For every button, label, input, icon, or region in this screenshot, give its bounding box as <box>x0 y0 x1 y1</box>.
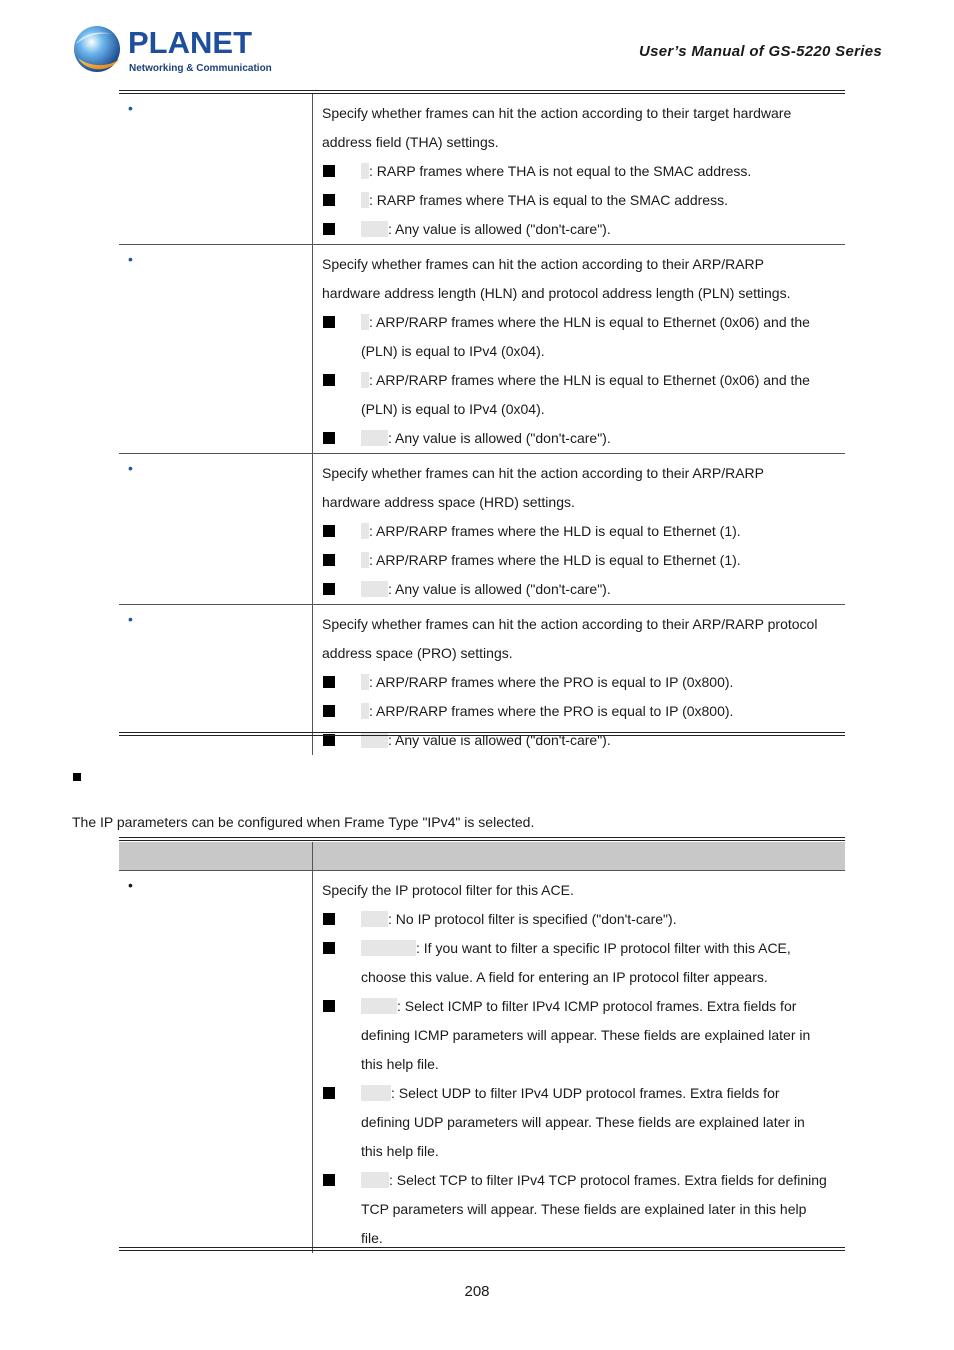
option-item <box>322 1166 837 1253</box>
option-text: : RARP frames where THA is not equal to the SMAC address. <box>369 163 752 179</box>
ip-table-bottom-rule-inner <box>119 1247 845 1248</box>
option-value-chip <box>361 703 369 719</box>
option-line <box>361 934 837 963</box>
bullet-dot: • <box>128 611 133 627</box>
option-line <box>361 1195 837 1224</box>
option-text: (PLN) is equal to IPv4 (0x04). <box>361 401 545 417</box>
option-item <box>322 1079 837 1166</box>
page-number: 208 <box>464 1283 490 1300</box>
table-row <box>119 245 845 454</box>
option-line <box>361 1079 837 1108</box>
option-item <box>322 575 837 604</box>
option-text: : ARP/RARP frames where the PRO is equal to IP (0x800). <box>369 674 734 690</box>
option-line <box>361 668 837 697</box>
bullet-dot: • <box>128 100 133 116</box>
option-line <box>361 1166 837 1195</box>
description-line: hardware address space (HRD) settings. <box>322 494 575 510</box>
option-item <box>322 517 837 546</box>
description-block <box>313 454 845 604</box>
ip-parameter-table <box>119 871 845 1253</box>
ip-table-top-rule <box>119 837 845 838</box>
option-line <box>361 1137 837 1166</box>
option-item <box>322 726 837 755</box>
table-row <box>119 871 845 1253</box>
square-bullet-icon <box>323 374 335 386</box>
square-bullet-icon <box>323 676 335 688</box>
option-item <box>322 905 837 934</box>
option-line <box>361 186 837 215</box>
option-value-chip <box>361 940 416 956</box>
option-value-chip <box>361 221 388 237</box>
description-line: Specify whether frames can hit the action according to their ARP/RARP <box>322 465 764 481</box>
planet-logo-graphic <box>72 22 272 78</box>
table-top-rule <box>119 90 845 91</box>
description-line: Specify whether frames can hit the action according to their target hardware <box>322 105 792 121</box>
square-bullet-icon <box>323 165 335 177</box>
square-bullet-icon <box>323 525 335 537</box>
description-cell <box>313 94 846 245</box>
description-line: Specify the IP protocol filter for this ACE. <box>322 882 574 898</box>
option-item <box>322 992 837 1079</box>
option-value-chip <box>361 674 369 690</box>
description-block <box>313 94 845 244</box>
option-line <box>361 1050 837 1079</box>
option-text: : ARP/RARP frames where the HLN is equal to Ethernet (0x06) and the <box>369 372 810 388</box>
option-value-chip <box>361 430 388 446</box>
option-text: defining ICMP parameters will appear. These fields are explained later in <box>361 1027 811 1043</box>
table-row <box>119 454 845 605</box>
planet-logo <box>72 22 272 78</box>
description-cell <box>313 871 846 1253</box>
option-text: : Any value is allowed ("don't-care"). <box>388 221 611 237</box>
description-block <box>313 245 845 453</box>
option-item <box>322 668 837 697</box>
section-square-bullet <box>73 773 81 781</box>
option-line <box>361 1224 837 1253</box>
parameter-cell <box>119 454 313 605</box>
square-bullet-icon <box>323 1174 335 1186</box>
ip-intro-text: The IP parameters can be configured when Frame Type "IPv4" is selected. <box>72 814 535 830</box>
description-cell <box>313 245 846 454</box>
option-line <box>361 337 837 366</box>
square-bullet-icon <box>323 942 335 954</box>
square-bullet-icon <box>323 194 335 206</box>
option-text: file. <box>361 1230 383 1246</box>
option-item <box>322 308 837 366</box>
square-bullet-icon <box>323 583 335 595</box>
parameter-cell <box>119 94 313 245</box>
option-text: : Any value is allowed ("don't-care"). <box>388 581 611 597</box>
option-value-chip <box>361 192 369 208</box>
option-item <box>322 157 837 186</box>
option-value-chip <box>361 1172 389 1188</box>
option-item <box>322 546 837 575</box>
option-text: : Any value is allowed ("don't-care"). <box>388 732 611 748</box>
option-line <box>361 215 837 244</box>
option-line <box>361 726 837 755</box>
option-line <box>361 905 837 934</box>
square-bullet-icon <box>323 223 335 235</box>
option-item <box>322 366 837 424</box>
description-line: address field (THA) settings. <box>322 134 499 150</box>
option-value-chip <box>361 314 369 330</box>
option-value-chip <box>361 552 369 568</box>
square-bullet-icon <box>323 1087 335 1099</box>
logo-tagline: Networking & Communication <box>129 63 272 74</box>
description-line: Specify whether frames can hit the action according to their ARP/RARP protocol <box>322 616 818 632</box>
description-cell <box>313 454 846 605</box>
option-text: : ARP/RARP frames where the HLD is equal to Ethernet (1). <box>369 552 741 568</box>
bullet-dot: • <box>128 877 133 893</box>
option-line <box>361 963 837 992</box>
option-text: : RARP frames where THA is equal to the SMAC address. <box>369 192 728 208</box>
description-line: hardware address length (HLN) and protocol address length (PLN) settings. <box>322 285 791 301</box>
ip-table-header-divider <box>312 842 313 870</box>
bullet-dot: • <box>128 251 133 267</box>
option-item <box>322 697 837 726</box>
option-line <box>361 1021 837 1050</box>
option-item <box>322 934 837 992</box>
option-line <box>361 517 837 546</box>
description-line: Specify whether frames can hit the action according to their ARP/RARP <box>322 256 764 272</box>
option-value-chip <box>361 581 388 597</box>
option-text: : ARP/RARP frames where the HLN is equal to Ethernet (0x06) and the <box>369 314 810 330</box>
option-item <box>322 424 837 453</box>
table-bottom-rule-inner <box>119 732 845 733</box>
option-line <box>361 697 837 726</box>
arp-parameter-table <box>119 94 845 755</box>
option-line <box>361 1108 837 1137</box>
option-item <box>322 186 837 215</box>
option-text: TCP parameters will appear. These fields are explained later in this help <box>361 1201 807 1217</box>
option-text: defining UDP parameters will appear. These fields are explained later in <box>361 1114 805 1130</box>
option-line <box>361 992 837 1021</box>
option-text: this help file. <box>361 1143 439 1159</box>
option-line <box>361 308 837 337</box>
option-line <box>361 546 837 575</box>
option-value-chip <box>361 911 388 927</box>
description-block <box>313 871 845 1253</box>
option-text: : Select ICMP to filter IPv4 ICMP protocol frames. Extra fields for <box>397 998 797 1014</box>
parameter-cell <box>119 871 313 1253</box>
option-text: : No IP protocol filter is specified ("don't-care"). <box>388 911 677 927</box>
logo-wordmark: PLANET <box>128 25 252 60</box>
option-value-chip <box>361 998 397 1014</box>
bullet-dot: • <box>128 460 133 476</box>
description-line: address space (PRO) settings. <box>322 645 513 661</box>
option-text: : ARP/RARP frames where the PRO is equal to IP (0x800). <box>369 703 734 719</box>
table-row <box>119 94 845 245</box>
square-bullet-icon <box>323 554 335 566</box>
option-text: : If you want to filter a specific IP protocol filter with this ACE, <box>416 940 791 956</box>
square-bullet-icon <box>323 432 335 444</box>
option-value-chip <box>361 163 369 179</box>
parameter-cell <box>119 245 313 454</box>
option-item <box>322 215 837 244</box>
option-value-chip <box>361 372 369 388</box>
manual-title: User’s Manual of GS-5220 Series <box>638 43 882 60</box>
option-text: : Select TCP to filter IPv4 TCP protocol frames. Extra fields for defining <box>389 1172 827 1188</box>
option-text: (PLN) is equal to IPv4 (0x04). <box>361 343 545 359</box>
square-bullet-icon <box>323 705 335 717</box>
square-bullet-icon <box>323 913 335 925</box>
option-text: : ARP/RARP frames where the HLD is equal to Ethernet (1). <box>369 523 741 539</box>
square-bullet-icon <box>323 1000 335 1012</box>
ip-table-top-rule-inner <box>119 840 845 841</box>
table-bottom-rule <box>119 735 845 736</box>
option-text: this help file. <box>361 1056 439 1072</box>
ip-table-header <box>119 842 845 871</box>
square-bullet-icon <box>323 316 335 328</box>
option-value-chip <box>361 523 369 539</box>
option-text: choose this value. A field for entering an IP protocol filter appears. <box>361 969 768 985</box>
option-value-chip <box>361 1085 391 1101</box>
option-line <box>361 575 837 604</box>
option-line <box>361 395 837 424</box>
ip-table-bottom-rule <box>119 1250 845 1251</box>
option-text: : Any value is allowed ("don't-care"). <box>388 430 611 446</box>
option-line <box>361 424 837 453</box>
option-line <box>361 157 837 186</box>
option-line <box>361 366 837 395</box>
option-text: : Select UDP to filter IPv4 UDP protocol frames. Extra fields for <box>391 1085 780 1101</box>
